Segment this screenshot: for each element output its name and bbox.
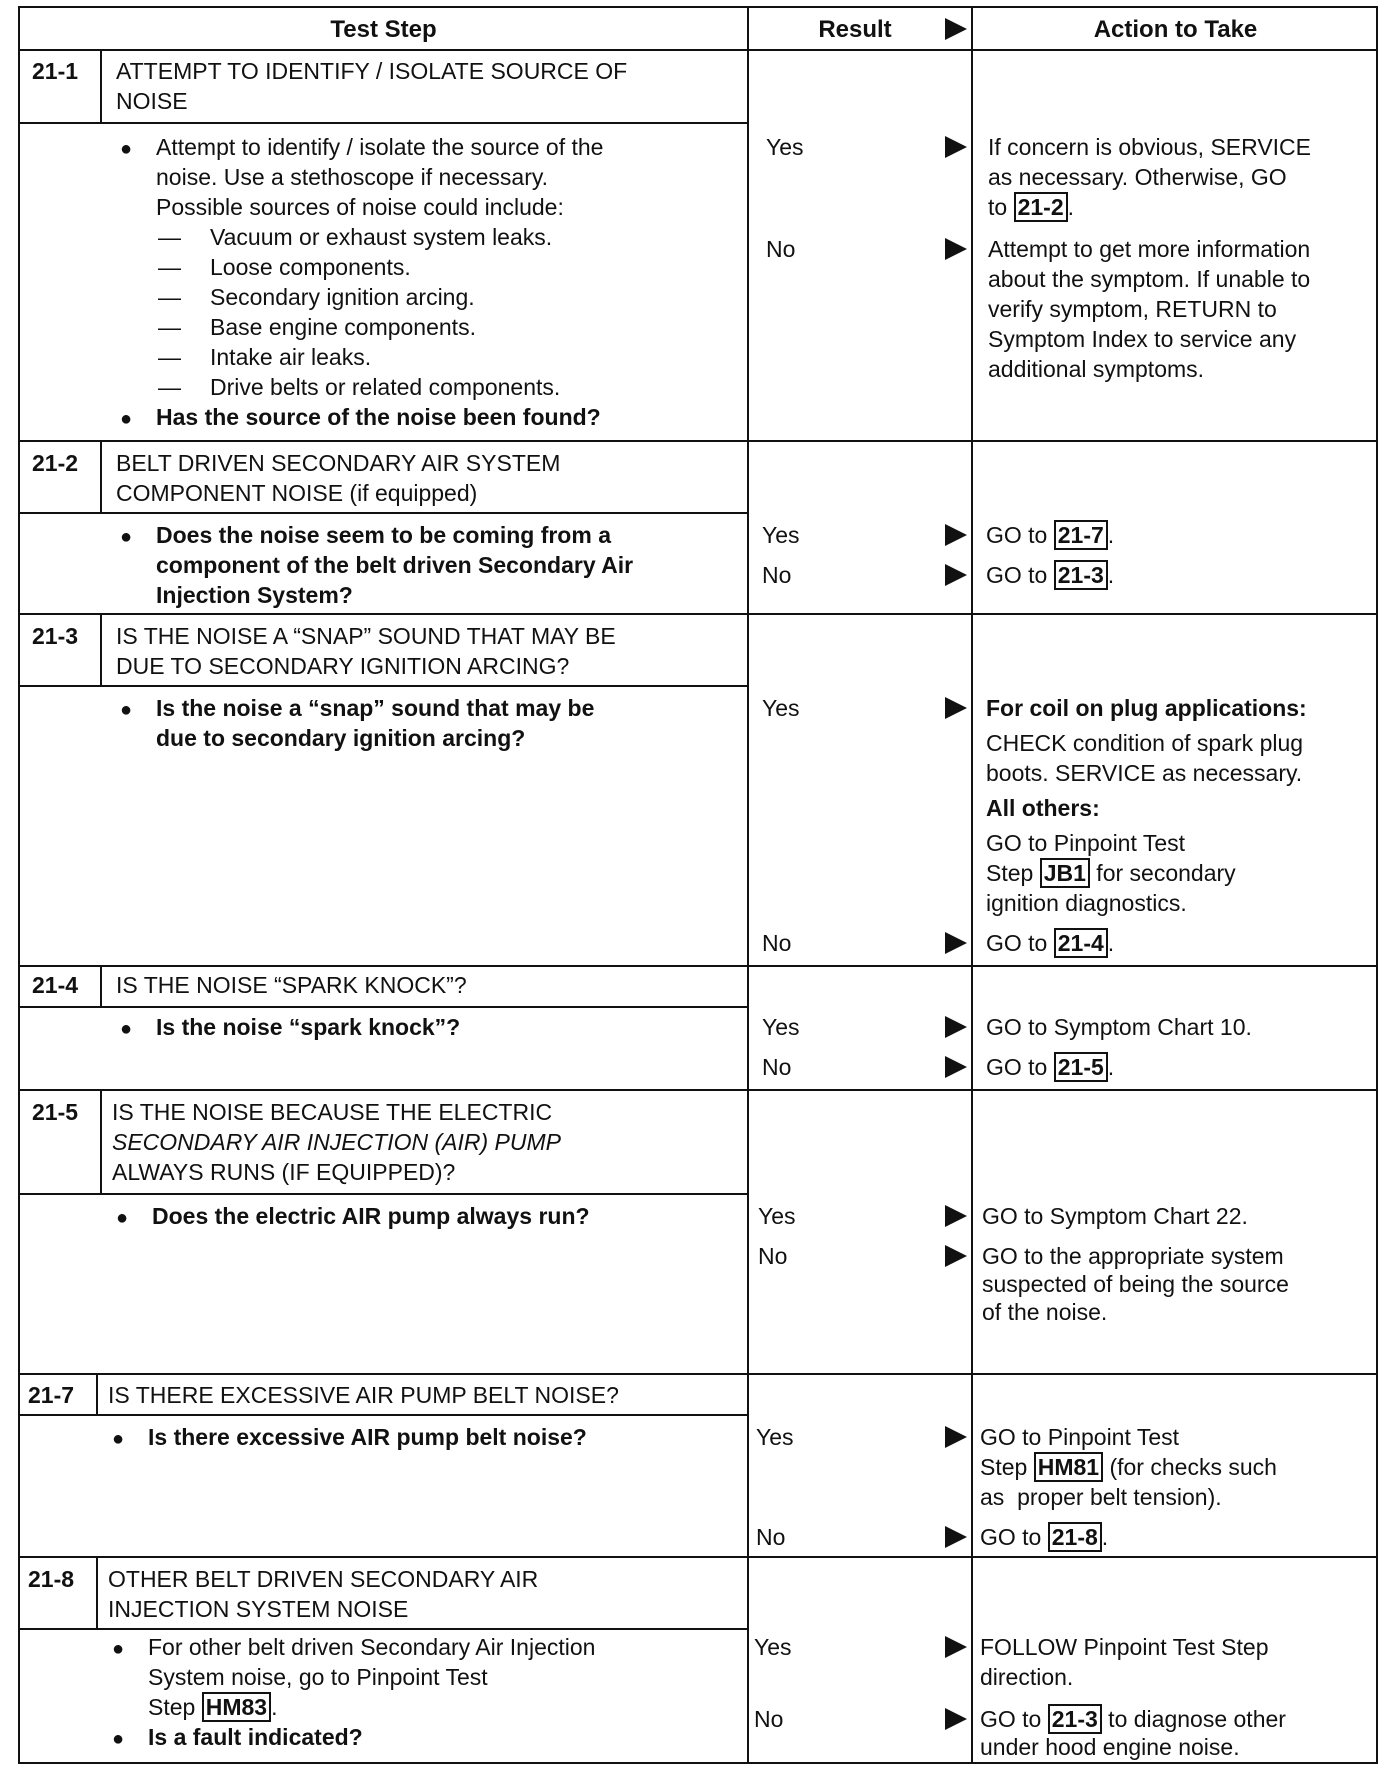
dash-icon: — bbox=[158, 254, 181, 280]
step-body: Attempt to identify / isolate the source of the bbox=[156, 134, 604, 160]
step-question: Has the source of the noise been found? bbox=[156, 404, 601, 430]
step-number-divider bbox=[100, 1089, 102, 1193]
action-text bbox=[980, 1452, 1277, 1482]
step-number-divider bbox=[100, 613, 102, 685]
step-question: Is the noise “spark knock”? bbox=[156, 1014, 461, 1040]
action-text: additional symptoms. bbox=[988, 356, 1205, 382]
step-title: DUE TO SECONDARY IGNITION ARCING? bbox=[116, 653, 570, 679]
dash-icon: — bbox=[158, 224, 181, 250]
action-prefix: GO to bbox=[980, 1706, 1048, 1732]
row-divider bbox=[20, 613, 1376, 615]
step-number: 21-3 bbox=[32, 623, 79, 649]
step-number: 21-4 bbox=[32, 972, 79, 998]
arrow-icon bbox=[945, 1056, 967, 1078]
result-yes: Yes bbox=[758, 1203, 796, 1229]
action-heading: All others: bbox=[986, 795, 1100, 821]
bullet-icon: ● bbox=[120, 138, 133, 160]
step-question: Is a fault indicated? bbox=[148, 1724, 363, 1750]
action-text: of the noise. bbox=[982, 1299, 1108, 1325]
action-text: as proper belt tension). bbox=[980, 1484, 1222, 1510]
row-divider bbox=[20, 440, 1376, 442]
action-text bbox=[986, 858, 1236, 888]
action-suffix: for secondary bbox=[1089, 860, 1236, 886]
step-number-divider bbox=[100, 440, 102, 512]
action-text: If concern is obvious, SERVICE bbox=[988, 134, 1311, 160]
step-question: Is the noise a “snap” sound that may be bbox=[156, 695, 595, 721]
result-no: No bbox=[762, 930, 792, 956]
action-text: FOLLOW Pinpoint Test Step bbox=[980, 1634, 1269, 1660]
step-title: SECONDARY AIR INJECTION (AIR) PUMP bbox=[112, 1129, 561, 1155]
action-suffix: (for checks such bbox=[1103, 1454, 1277, 1480]
action-text: suspected of being the source bbox=[982, 1271, 1289, 1297]
diagnostic-table bbox=[18, 6, 1378, 1764]
step-question: Is there excessive AIR pump belt noise? bbox=[148, 1424, 587, 1450]
step-number: 21-8 bbox=[28, 1566, 75, 1592]
header-result: Result bbox=[818, 16, 892, 43]
result-no: No bbox=[762, 1054, 792, 1080]
title-divider bbox=[20, 1628, 747, 1630]
action-text: Attempt to get more information bbox=[988, 236, 1311, 262]
action-suffix: to diagnose other bbox=[1101, 1706, 1286, 1732]
step-number-divider bbox=[96, 1556, 98, 1628]
action-text: GO to Symptom Chart 22. bbox=[982, 1203, 1248, 1229]
pinpoint-reference-link[interactable]: HM83 bbox=[202, 1692, 271, 1722]
step-reference-link[interactable]: 21-8 bbox=[1048, 1522, 1102, 1552]
bullet-icon: ● bbox=[120, 408, 133, 430]
step-title: ALWAYS RUNS (IF EQUIPPED)? bbox=[112, 1159, 456, 1185]
result-yes: Yes bbox=[756, 1424, 794, 1450]
step-question: Does the electric AIR pump always run? bbox=[152, 1203, 590, 1229]
step-title: COMPONENT NOISE (if equipped) bbox=[116, 480, 478, 506]
result-yes: Yes bbox=[766, 134, 804, 160]
action-text: GO to Pinpoint Test bbox=[980, 1424, 1180, 1450]
step-reference-link[interactable]: 21-3 bbox=[1054, 560, 1108, 590]
arrow-icon bbox=[945, 1016, 967, 1038]
step-title: BELT DRIVEN SECONDARY AIR SYSTEM bbox=[116, 450, 561, 476]
title-divider bbox=[20, 512, 747, 514]
row-divider bbox=[20, 1089, 1376, 1091]
step-title: IS THE NOISE BECAUSE THE ELECTRIC bbox=[112, 1099, 553, 1125]
result-yes: Yes bbox=[754, 1634, 792, 1660]
dash-icon: — bbox=[158, 374, 181, 400]
step-question: component of the belt driven Secondary Air bbox=[156, 552, 634, 578]
action-prefix: GO to bbox=[986, 930, 1054, 956]
pinpoint-reference-link[interactable]: HM81 bbox=[1034, 1452, 1103, 1482]
action-text: direction. bbox=[980, 1664, 1074, 1690]
list-item: Loose components. bbox=[210, 254, 411, 280]
action-text: Symptom Index to service any bbox=[988, 326, 1297, 352]
column-divider-result bbox=[747, 8, 749, 1762]
bullet-icon: ● bbox=[116, 1207, 129, 1229]
action-prefix: GO to bbox=[980, 1524, 1048, 1550]
action-prefix: Step bbox=[986, 860, 1040, 886]
title-divider bbox=[20, 122, 747, 124]
result-yes: Yes bbox=[762, 695, 800, 721]
dash-icon: — bbox=[158, 344, 181, 370]
action-text: GO to 21-7 . bbox=[986, 522, 1115, 548]
step-title: INJECTION SYSTEM NOISE bbox=[108, 1596, 409, 1622]
step-reference-link[interactable]: 21-3 bbox=[1048, 1704, 1102, 1734]
arrow-icon bbox=[945, 564, 967, 586]
result-no: No bbox=[766, 236, 796, 262]
title-divider bbox=[20, 1414, 747, 1416]
bullet-icon: ● bbox=[112, 1728, 125, 1750]
title-divider bbox=[20, 685, 747, 687]
action-text: GO to Symptom Chart 10. bbox=[986, 1014, 1252, 1040]
step-title: OTHER BELT DRIVEN SECONDARY AIR bbox=[108, 1566, 539, 1592]
bullet-icon: ● bbox=[112, 1428, 125, 1450]
action-text: CHECK condition of spark plug bbox=[986, 730, 1304, 756]
list-item: Secondary ignition arcing. bbox=[210, 284, 475, 310]
action-text: GO to 21-5 . bbox=[986, 1054, 1115, 1080]
dash-icon: — bbox=[158, 314, 181, 340]
row-divider bbox=[20, 1373, 1376, 1375]
result-yes: Yes bbox=[762, 1014, 800, 1040]
action-prefix: GO to bbox=[986, 562, 1054, 588]
step-number: 21-7 bbox=[28, 1382, 75, 1408]
arrow-icon bbox=[945, 238, 967, 260]
bullet-icon: ● bbox=[120, 526, 133, 548]
header-action: Action to Take bbox=[1093, 16, 1258, 43]
arrow-icon bbox=[945, 524, 967, 546]
step-title: NOISE bbox=[116, 88, 188, 114]
action-text: to 21-2 . bbox=[988, 194, 1075, 220]
action-text bbox=[980, 1704, 1286, 1734]
action-prefix: GO to bbox=[986, 522, 1054, 548]
body-prefix: Step bbox=[148, 1694, 202, 1720]
step-reference-link[interactable]: 21-5 bbox=[1054, 1052, 1108, 1082]
bullet-icon: ● bbox=[120, 699, 133, 721]
action-prefix: Step bbox=[980, 1454, 1034, 1480]
arrow-icon bbox=[945, 1636, 967, 1658]
arrow-icon bbox=[945, 1708, 967, 1730]
action-prefix: GO to bbox=[986, 1054, 1054, 1080]
step-body: Step HM83 . bbox=[148, 1694, 278, 1720]
action-text: GO to the appropriate system bbox=[982, 1243, 1284, 1269]
action-text: as necessary. Otherwise, GO bbox=[988, 164, 1287, 190]
title-divider bbox=[20, 1006, 747, 1008]
header-arrow-icon bbox=[945, 18, 967, 40]
result-no: No bbox=[758, 1243, 788, 1269]
arrow-icon bbox=[945, 136, 967, 158]
header-divider bbox=[20, 49, 1376, 51]
row-divider bbox=[20, 965, 1376, 967]
arrow-icon bbox=[945, 1205, 967, 1227]
step-question: Injection System? bbox=[156, 582, 353, 608]
action-text: GO to 21-8 . bbox=[980, 1524, 1109, 1550]
bullet-icon: ● bbox=[112, 1638, 125, 1660]
list-item: Drive belts or related components. bbox=[210, 374, 561, 400]
pinpoint-reference-link[interactable]: JB1 bbox=[1040, 858, 1090, 888]
dash-icon: — bbox=[158, 284, 181, 310]
result-no: No bbox=[754, 1706, 784, 1732]
step-question: due to secondary ignition arcing? bbox=[156, 725, 526, 751]
action-text: boots. SERVICE as necessary. bbox=[986, 760, 1303, 786]
step-question: Does the noise seem to be coming from a bbox=[156, 522, 611, 548]
action-text: GO to Pinpoint Test bbox=[986, 830, 1186, 856]
step-body: For other belt driven Secondary Air Injection bbox=[148, 1634, 596, 1660]
step-number-divider bbox=[100, 49, 102, 122]
result-yes: Yes bbox=[762, 522, 800, 548]
step-number: 21-2 bbox=[32, 450, 79, 476]
step-number-divider bbox=[100, 965, 102, 1006]
arrow-icon bbox=[945, 697, 967, 719]
step-reference-link[interactable]: 21-4 bbox=[1054, 928, 1108, 958]
list-item: Intake air leaks. bbox=[210, 344, 372, 370]
step-body: System noise, go to Pinpoint Test bbox=[148, 1664, 488, 1690]
arrow-icon bbox=[945, 1426, 967, 1448]
step-title: ATTEMPT TO IDENTIFY / ISOLATE SOURCE OF bbox=[116, 58, 628, 84]
step-body: Possible sources of noise could include: bbox=[156, 194, 564, 220]
step-number: 21-1 bbox=[32, 58, 79, 84]
step-title: IS THERE EXCESSIVE AIR PUMP BELT NOISE? bbox=[108, 1382, 619, 1408]
result-no: No bbox=[756, 1524, 786, 1550]
step-number-divider bbox=[96, 1373, 98, 1414]
row-divider bbox=[20, 1556, 1376, 1558]
step-reference-link[interactable]: 21-7 bbox=[1054, 520, 1108, 550]
bullet-icon: ● bbox=[120, 1018, 133, 1040]
action-text: GO to 21-4 . bbox=[986, 930, 1115, 956]
result-no: No bbox=[762, 562, 792, 588]
arrow-icon bbox=[945, 1526, 967, 1548]
step-number: 21-5 bbox=[32, 1099, 79, 1125]
action-prefix: to bbox=[988, 194, 1014, 220]
step-title: IS THE NOISE “SPARK KNOCK”? bbox=[116, 972, 467, 998]
arrow-icon bbox=[945, 932, 967, 954]
header-test-step: Test Step bbox=[330, 16, 437, 43]
step-reference-link[interactable]: 21-2 bbox=[1014, 192, 1068, 222]
list-item: Base engine components. bbox=[210, 314, 476, 340]
list-item: Vacuum or exhaust system leaks. bbox=[210, 224, 553, 250]
action-text: ignition diagnostics. bbox=[986, 890, 1187, 916]
title-divider bbox=[20, 1193, 747, 1195]
column-divider-action bbox=[971, 8, 973, 1762]
action-text: about the symptom. If unable to bbox=[988, 266, 1311, 292]
action-text: GO to 21-3 . bbox=[986, 562, 1115, 588]
step-body: noise. Use a stethoscope if necessary. bbox=[156, 164, 549, 190]
step-title: IS THE NOISE A “SNAP” SOUND THAT MAY BE bbox=[116, 623, 616, 649]
action-heading: For coil on plug applications: bbox=[986, 695, 1307, 721]
action-text: verify symptom, RETURN to bbox=[988, 296, 1277, 322]
arrow-icon bbox=[945, 1245, 967, 1267]
action-text: under hood engine noise. bbox=[980, 1734, 1240, 1760]
